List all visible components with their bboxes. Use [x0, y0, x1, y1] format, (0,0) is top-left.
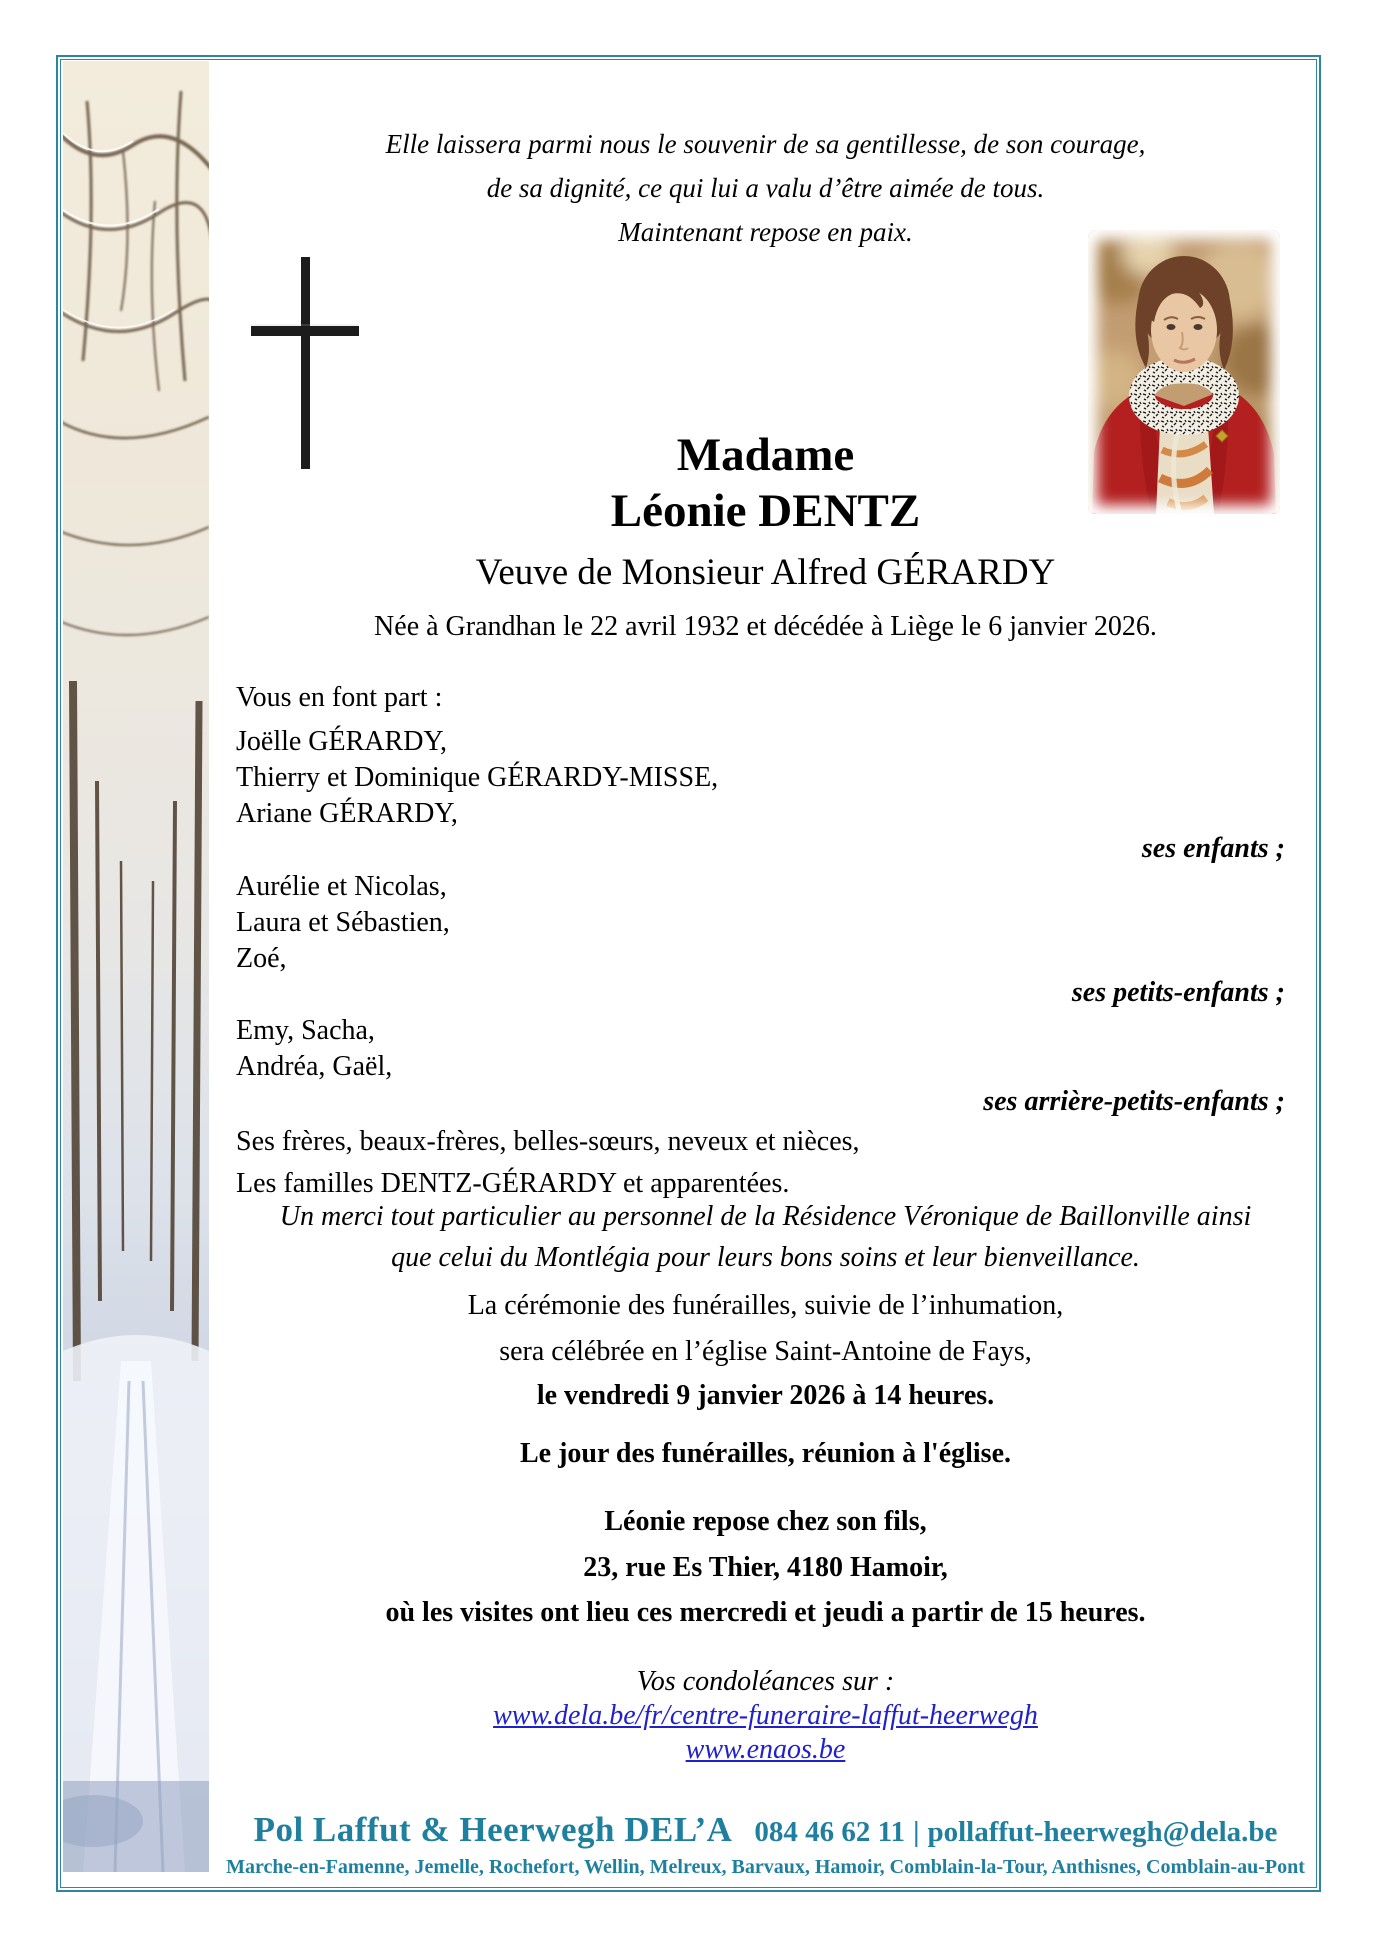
great-grandchild-name: Andréa, Gaël, [236, 1051, 393, 1082]
great-grandchildren-names [236, 1013, 392, 1085]
grandchild-name: Laura et Sébastien, [236, 907, 450, 938]
siblings-line: Ses frères, beaux-frères, belles-sœurs, neveux et nièces, [236, 1126, 860, 1157]
life-dates-line: Née à Grandhan le 22 avril 1932 et décédée à Liège le 6 janvier 2026. [374, 611, 1157, 642]
child-name: Ariane GÉRARDY, [236, 798, 458, 829]
thanks-paragraph [208, 1196, 1323, 1278]
footer [208, 1810, 1323, 1850]
relation-grandchildren: ses petits-enfants ; [1071, 977, 1285, 1008]
relation-great-grandchildren: ses arrière-petits-enfants ; [983, 1086, 1285, 1117]
relation-children: ses enfants ; [1141, 833, 1285, 864]
intro-line-1: Elle laissera parmi nous le souvenir de sa gentillesse, de son courage, [385, 129, 1146, 159]
repose-line: Léonie repose chez son fils, [604, 1506, 927, 1537]
repose-address: 23, rue Es Thier, 4180 Hamoir, [583, 1552, 948, 1583]
widow-of-line: Veuve de Monsieur Alfred GÉRARDY [475, 552, 1056, 593]
footer-email: pollaffut-heerwegh@dela.be [927, 1816, 1278, 1848]
thanks-line-2: que celui du Montlégia pour leurs bons soins et leur bienveillance. [391, 1242, 1140, 1273]
repose-visits: où les visites ont lieu ces mercredi et jeudi a partir de 15 heures. [385, 1597, 1146, 1628]
footer-phone: 084 46 62 11 [754, 1816, 906, 1848]
winter-path-illustration [63, 61, 209, 1872]
footer-separator: | [913, 1816, 920, 1848]
winter-path-photo [63, 61, 209, 1872]
announcement-lead: Vous en font part : [236, 682, 443, 713]
footer-locations: Marche-en-Famenne, Jemelle, Rochefort, Wellin, Melreux, Barvaux, Hamoir, Comblain-la-Tour, Anthisnes, Comblain-au-Pont [226, 1856, 1305, 1878]
intro-line-2: de sa dignité, ce qui lui a valu d’être aimée de tous. [486, 173, 1045, 203]
grandchildren-names [236, 869, 450, 977]
child-name: Thierry et Dominique GÉRARDY-MISSE, [236, 762, 719, 793]
children-names [236, 724, 718, 832]
funeral-home-brand: Pol Laffut & Heerwegh DEL’A [253, 1810, 733, 1849]
great-grandchild-name: Emy, Sacha, [236, 1015, 375, 1046]
ceremony-line-1: La cérémonie des funérailles, suivie de l’inhumation, [467, 1290, 1064, 1321]
ceremony-meeting: Le jour des funérailles, réunion à l'église. [519, 1438, 1012, 1469]
deceased-title: Madame [676, 429, 855, 481]
cross-horizontal-bar [251, 326, 359, 336]
intro-line-3: Maintenant repose en paix. [618, 217, 913, 247]
grandchild-name: Aurélie et Nicolas, [236, 871, 447, 902]
condolences-link-enaos[interactable]: www.enaos.be [685, 1734, 846, 1765]
condolences-link-dela[interactable]: www.dela.be/fr/centre-funeraire-laffut-heerwegh [493, 1700, 1038, 1731]
condolences-label: Vos condoléances sur : [636, 1666, 895, 1697]
grandchild-name: Zoé, [236, 943, 287, 974]
ceremony-datetime: le vendredi 9 janvier 2026 à 14 heures. [536, 1380, 995, 1411]
deceased-name: Léonie DENTZ [610, 485, 921, 537]
ceremony-line-2: sera célébrée en l’église Saint-Antoine de Fays, [499, 1336, 1032, 1367]
child-name: Joëlle GÉRARDY, [236, 726, 448, 757]
families-line: Les familles DENTZ-GÉRARDY et apparentées. [236, 1168, 790, 1199]
thanks-line-1: Un merci tout particulier au personnel de la Résidence Véronique de Baillonville ainsi [279, 1201, 1252, 1232]
